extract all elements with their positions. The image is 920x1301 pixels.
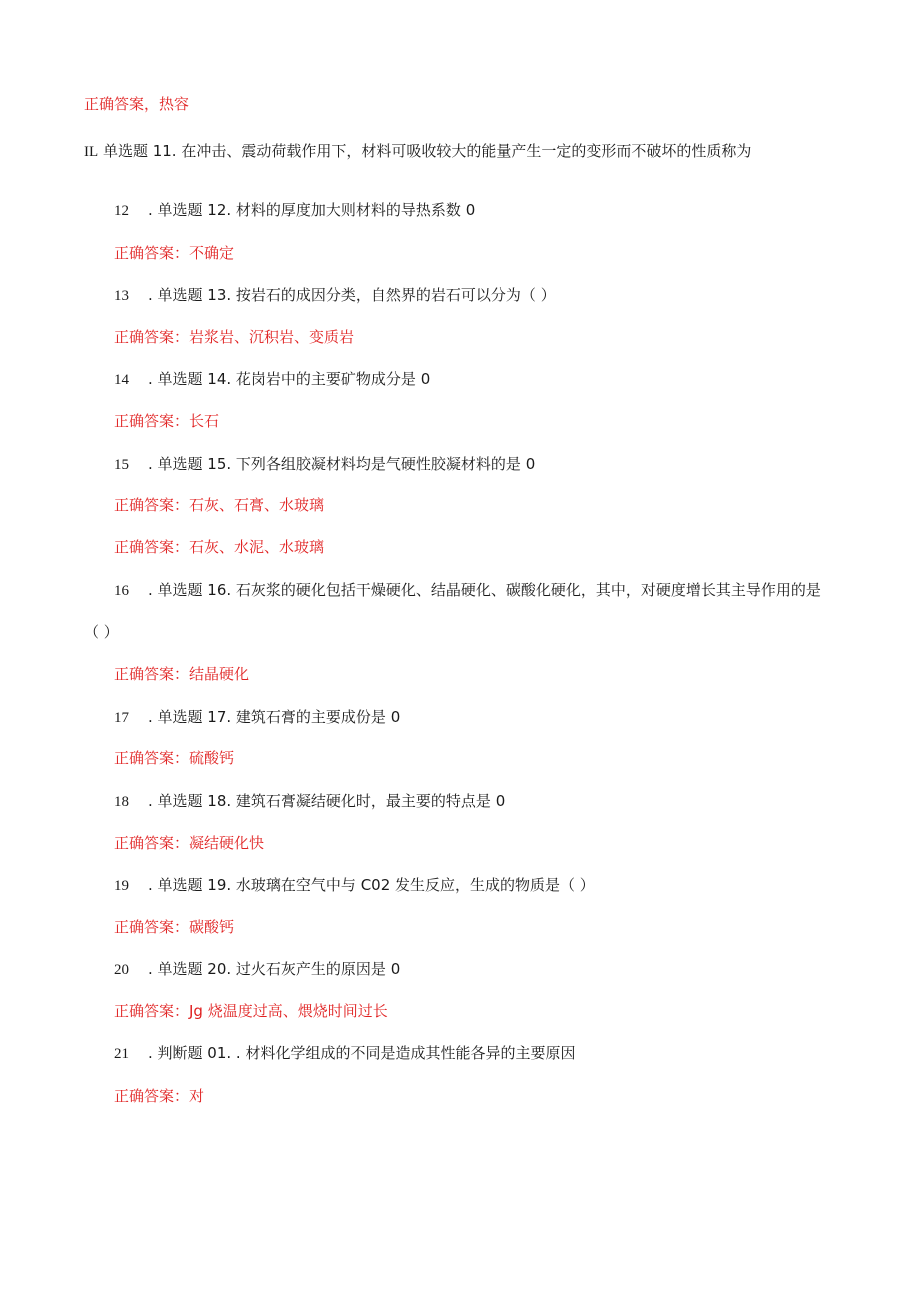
question-line bbox=[114, 875, 595, 896]
question-text: . 判断题 01. . 材料化学组成的不同是造成其性能各异的主要原因 bbox=[148, 1044, 576, 1062]
answer-text: 正确答案，热容 bbox=[84, 95, 190, 113]
answer-text: 正确答案：凝结硬化快 bbox=[114, 834, 265, 852]
answer-line bbox=[114, 327, 354, 347]
answer-line bbox=[114, 664, 249, 684]
answer-line bbox=[114, 1086, 204, 1106]
question-line bbox=[114, 369, 430, 390]
question-number: 21 bbox=[114, 1046, 129, 1062]
answer-line bbox=[114, 495, 324, 515]
answer-line bbox=[84, 94, 189, 114]
answer-text: 正确答案：碳酸钙 bbox=[114, 918, 235, 936]
question-number: IL bbox=[84, 144, 99, 160]
question-line bbox=[114, 959, 400, 980]
question-line bbox=[114, 1043, 575, 1064]
answer-line bbox=[114, 748, 234, 768]
question-line bbox=[114, 580, 821, 601]
question-continuation bbox=[84, 622, 119, 642]
question-number: 16 bbox=[114, 583, 129, 599]
question-text: . 单选题 19. 水玻璃在空气中与 C02 发生反应，生成的物质是（ ） bbox=[148, 876, 595, 894]
question-line bbox=[114, 200, 475, 221]
question-number: 15 bbox=[114, 457, 129, 473]
answer-text: 正确答案：岩浆岩、沉积岩、变质岩 bbox=[114, 328, 355, 346]
question-line bbox=[84, 141, 751, 162]
question-line bbox=[114, 454, 535, 475]
answer-line bbox=[114, 411, 219, 431]
question-text: . 单选题 18. 建筑石膏凝结硬化时，最主要的特点是 0 bbox=[148, 792, 506, 810]
question-number: 19 bbox=[114, 878, 129, 894]
question-number: 18 bbox=[114, 794, 129, 810]
answer-text: 正确答案：石灰、水泥、水玻璃 bbox=[114, 538, 325, 556]
answer-text: 正确答案：长石 bbox=[114, 412, 220, 430]
answer-text: 正确答案：硫酸钙 bbox=[114, 749, 235, 767]
answer-text: 正确答案：结晶硬化 bbox=[114, 665, 250, 683]
question-number: 14 bbox=[114, 372, 129, 388]
answer-line bbox=[114, 917, 234, 937]
question-number: 20 bbox=[114, 962, 129, 978]
answer-line bbox=[114, 1001, 388, 1021]
question-text: . 单选题 17. 建筑石膏的主要成份是 0 bbox=[148, 708, 401, 726]
question-number: 17 bbox=[114, 710, 129, 726]
question-text: . 单选题 20. 过火石灰产生的原因是 0 bbox=[148, 960, 401, 978]
question-text: . 单选题 15. 下列各组胶凝材料均是气硬性胶凝材料的是 0 bbox=[148, 455, 536, 473]
answer-line bbox=[114, 833, 264, 853]
question-text: （ ） bbox=[84, 623, 119, 641]
question-number: 12 bbox=[114, 203, 129, 219]
question-text: . 单选题 12. 材料的厚度加大则材料的导热系数 0 bbox=[148, 201, 476, 219]
answer-text: 正确答案：Jg 烧温度过高、煨烧时间过长 bbox=[114, 1002, 388, 1020]
answer-text: 正确答案：不确定 bbox=[114, 244, 235, 262]
question-text: 单选题 11. 在冲击、震动荷载作用下，材料可吸收较大的能量产生一定的变形而不破坏的性质称为 bbox=[102, 142, 752, 160]
question-number: 13 bbox=[114, 288, 129, 304]
question-text: . 单选题 16. 石灰浆的硬化包括干燥硬化、结晶硬化、碳酸化硬化，其中，对硬度增长其主导作用的是 bbox=[148, 581, 821, 599]
answer-line bbox=[114, 243, 234, 263]
question-line bbox=[114, 285, 556, 306]
answer-line bbox=[114, 537, 324, 557]
question-text: . 单选题 13. 按岩石的成因分类，自然界的岩石可以分为（ ） bbox=[148, 286, 556, 304]
question-text: . 单选题 14. 花岗岩中的主要矿物成分是 0 bbox=[148, 370, 431, 388]
answer-text: 正确答案：对 bbox=[114, 1087, 205, 1105]
question-line bbox=[114, 791, 505, 812]
answer-text: 正确答案：石灰、石膏、水玻璃 bbox=[114, 496, 325, 514]
question-line bbox=[114, 707, 400, 728]
